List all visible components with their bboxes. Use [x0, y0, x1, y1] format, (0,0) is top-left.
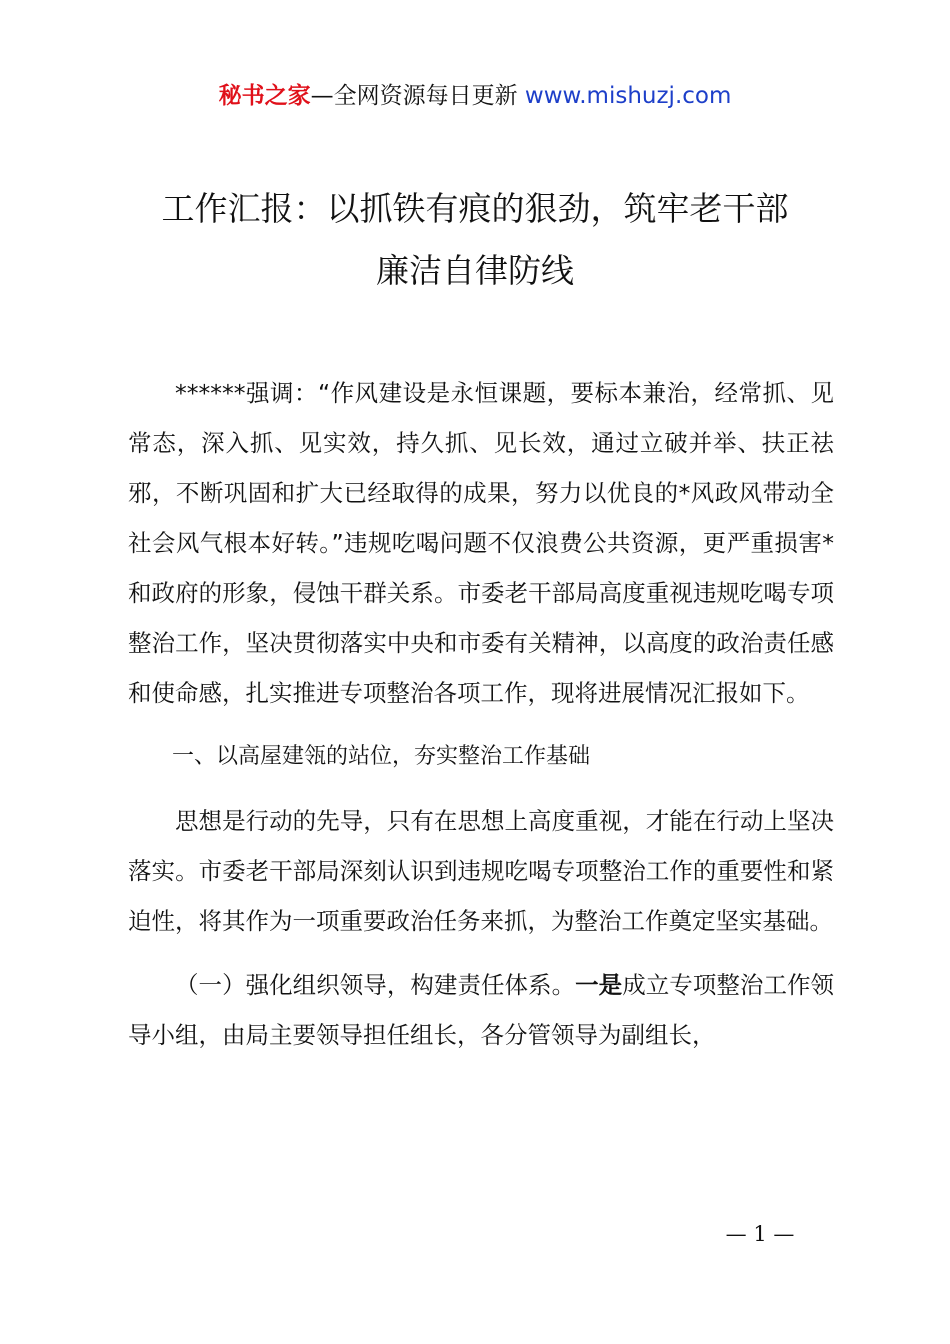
subsection-1-paragraph	[128, 960, 834, 1060]
section-heading-1: 一、以高屋建瓴的站位，夯实整治工作基础	[172, 744, 591, 769]
page-number: — 1 —	[725, 1222, 795, 1246]
site-banner	[0, 78, 950, 114]
brand-name: 秘书之家	[218, 83, 311, 109]
document-title	[100, 178, 850, 302]
banner-slogan: —全网资源每日更新	[310, 83, 518, 109]
item-one-marker: 一是	[575, 971, 623, 999]
title-line-2: 廉洁自律防线	[376, 251, 574, 290]
site-url-link[interactable]: www.mishuzj.com	[524, 83, 732, 109]
subsection-1-lead: （一）强化组织领导，构建责任体系。	[175, 971, 576, 999]
intro-paragraph: ******强调：“作风建设是永恒课题，要标本兼治，经常抓、见常态，深入抓、见实效，持久抓、见长效，通过立破并举、扶正祛邪，不断巩固和扩大已经取得的成果，努力以优良的*风政风带动全社会风气根本好转。”违规吃喝问题不仅浪费公共资源，更严重损害*和政府的形象，侵蚀干群关系。市委老干部局高度重视违规吃喝专项整治工作，坚决贯彻落实中央和市委有关精神，以高度的政治责任感和使命感，扎实推进专项整治各项工作，现将进展情况汇报如下。	[128, 379, 834, 707]
section-1-paragraph: 思想是行动的先导，只有在思想上高度重视，才能在行动上坚决落实。市委老干部局深刻认识到违规吃喝专项整治工作的重要性和紧迫性，将其作为一项重要政治任务来抓，为整治工作奠定坚实基础。	[128, 807, 834, 935]
title-line-1: 工作汇报：以抓铁有痕的狠劲，筑牢老干部	[161, 189, 789, 228]
subsection-1-text: 成立专项整治工作领导小组，由局主要领导担任组长，各分管领导为副组长，	[128, 971, 835, 1049]
document-body	[128, 368, 834, 1060]
